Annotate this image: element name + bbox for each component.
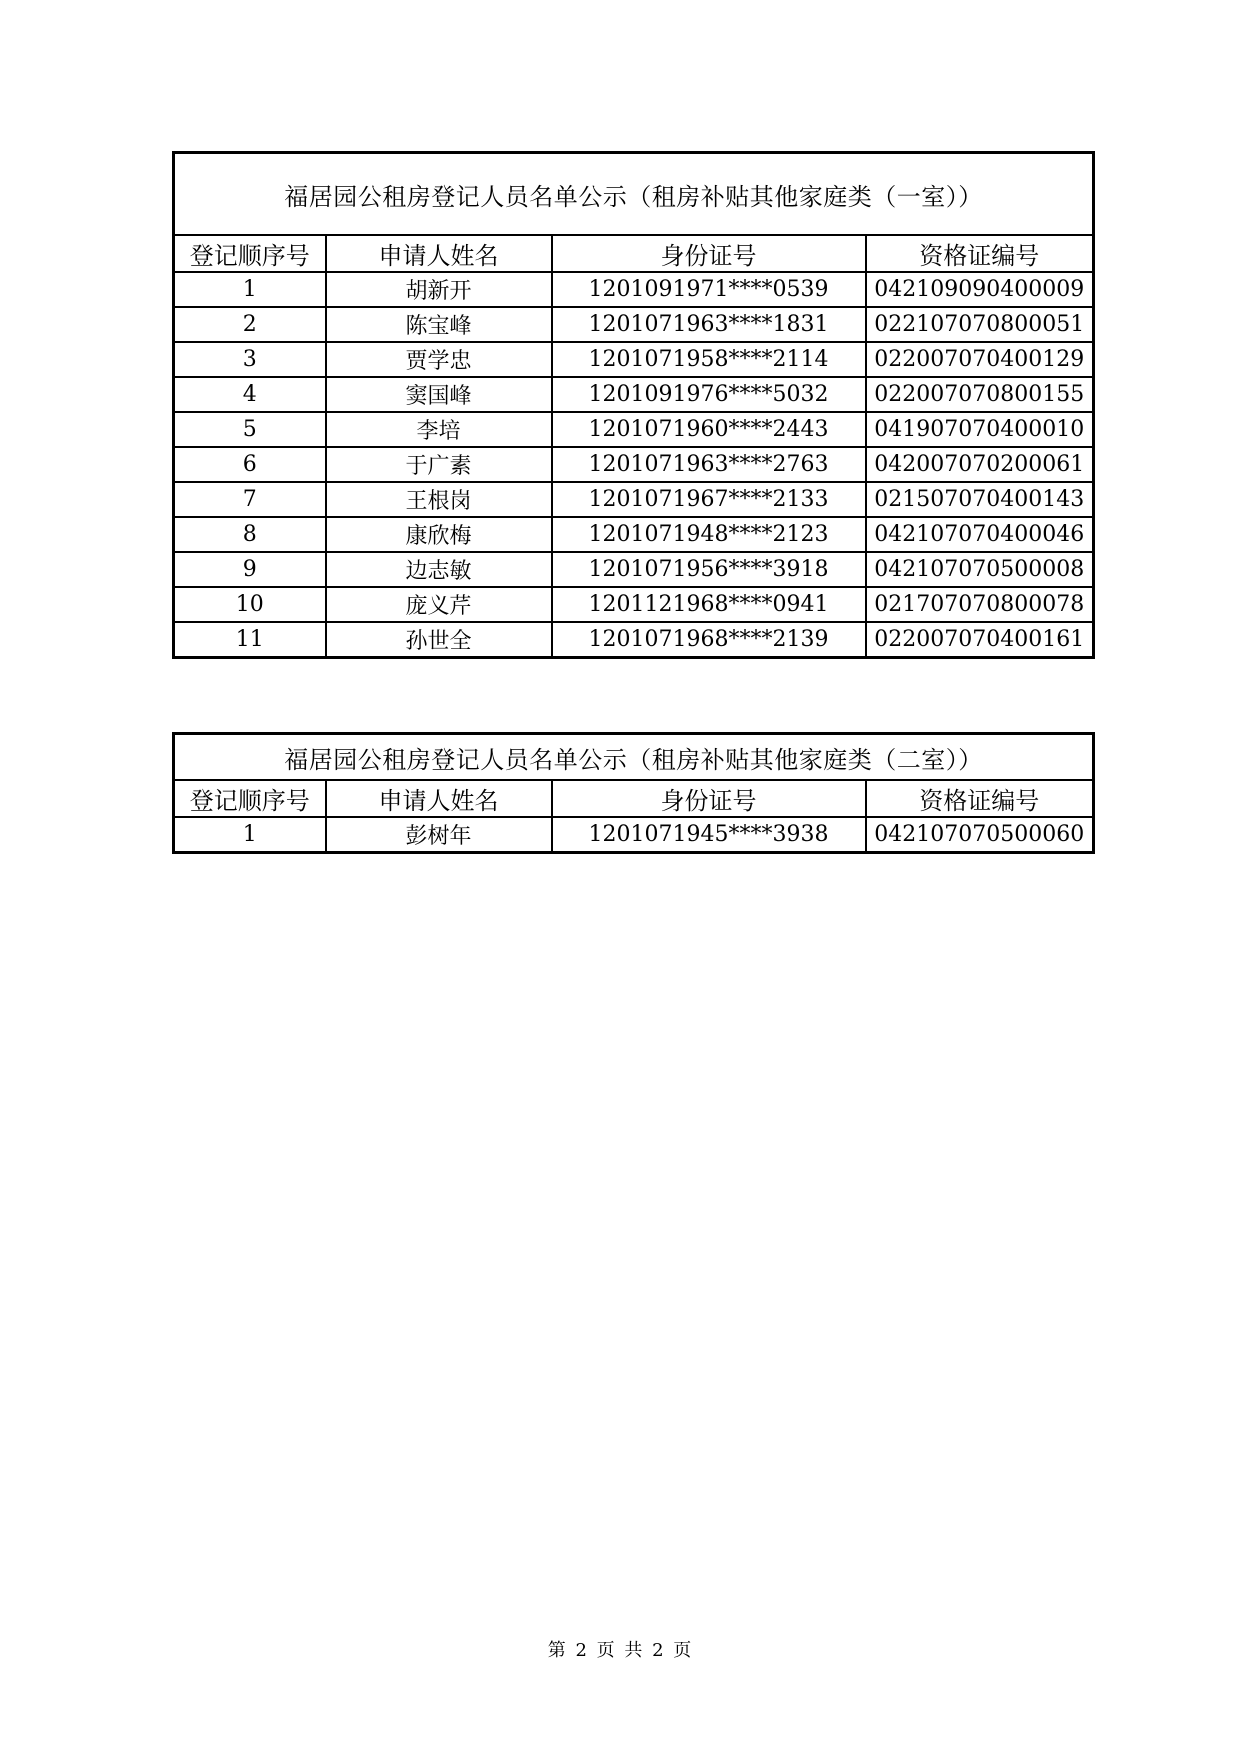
cell-sequence-number: 4 <box>174 377 326 412</box>
table-title-row <box>174 734 1094 781</box>
cell-id-number: 1201071967****2133 <box>552 482 866 517</box>
header-id-number: 身份证号 <box>552 780 866 817</box>
cell-id-number: 1201071956****3918 <box>552 552 866 587</box>
cell-certificate-number: 022107070800051 <box>866 307 1094 342</box>
cell-certificate-number: 022007070400161 <box>866 622 1094 658</box>
cell-sequence-number: 11 <box>174 622 326 658</box>
table-row <box>174 587 1094 622</box>
header-sequence-number: 登记顺序号 <box>174 780 326 817</box>
cell-id-number: 1201071948****2123 <box>552 517 866 552</box>
cell-id-number: 1201121968****0941 <box>552 587 866 622</box>
table-row <box>174 272 1094 307</box>
table-title: 福居园公租房登记人员名单公示（租房补贴其他家庭类（一室）） <box>174 153 1094 236</box>
table-body <box>174 272 1094 658</box>
table-header-row <box>174 780 1094 817</box>
cell-id-number: 1201071958****2114 <box>552 342 866 377</box>
cell-sequence-number: 9 <box>174 552 326 587</box>
table-row <box>174 447 1094 482</box>
cell-id-number: 1201071945****3938 <box>552 817 866 853</box>
cell-applicant-name: 庞义芹 <box>326 587 552 622</box>
cell-certificate-number: 042107070500060 <box>866 817 1094 853</box>
cell-sequence-number: 8 <box>174 517 326 552</box>
roster-table-one-room <box>172 151 1095 659</box>
cell-applicant-name: 于广素 <box>326 447 552 482</box>
cell-sequence-number: 1 <box>174 817 326 853</box>
table-body <box>174 817 1094 853</box>
cell-sequence-number: 2 <box>174 307 326 342</box>
cell-applicant-name: 彭树年 <box>326 817 552 853</box>
cell-certificate-number: 021707070800078 <box>866 587 1094 622</box>
cell-applicant-name: 王根岗 <box>326 482 552 517</box>
cell-applicant-name: 窦国峰 <box>326 377 552 412</box>
cell-applicant-name: 李培 <box>326 412 552 447</box>
cell-certificate-number: 041907070400010 <box>866 412 1094 447</box>
page-indicator: 第 2 页 共 2 页 <box>547 1640 694 1661</box>
table-row <box>174 482 1094 517</box>
header-applicant-name: 申请人姓名 <box>326 780 552 817</box>
cell-id-number: 1201071963****2763 <box>552 447 866 482</box>
cell-sequence-number: 7 <box>174 482 326 517</box>
cell-applicant-name: 边志敏 <box>326 552 552 587</box>
cell-certificate-number: 042109090400009 <box>866 272 1094 307</box>
table-row <box>174 342 1094 377</box>
roster-table-two-room <box>172 732 1095 854</box>
cell-sequence-number: 3 <box>174 342 326 377</box>
table-row <box>174 552 1094 587</box>
table-row <box>174 817 1094 853</box>
cell-applicant-name: 康欣梅 <box>326 517 552 552</box>
table-row <box>174 412 1094 447</box>
cell-id-number: 1201071968****2139 <box>552 622 866 658</box>
cell-id-number: 1201091976****5032 <box>552 377 866 412</box>
cell-certificate-number: 022007070400129 <box>866 342 1094 377</box>
cell-id-number: 1201071963****1831 <box>552 307 866 342</box>
cell-sequence-number: 1 <box>174 272 326 307</box>
cell-applicant-name: 贾学忠 <box>326 342 552 377</box>
cell-certificate-number: 042107070500008 <box>866 552 1094 587</box>
table-header-row <box>174 235 1094 272</box>
table-title: 福居园公租房登记人员名单公示（租房补贴其他家庭类（二室）） <box>174 734 1094 781</box>
cell-certificate-number: 042107070400046 <box>866 517 1094 552</box>
cell-certificate-number: 021507070400143 <box>866 482 1094 517</box>
table-row <box>174 517 1094 552</box>
header-sequence-number: 登记顺序号 <box>174 235 326 272</box>
cell-id-number: 1201091971****0539 <box>552 272 866 307</box>
cell-id-number: 1201071960****2443 <box>552 412 866 447</box>
cell-sequence-number: 10 <box>174 587 326 622</box>
table-row <box>174 377 1094 412</box>
header-id-number: 身份证号 <box>552 235 866 272</box>
cell-certificate-number: 022007070800155 <box>866 377 1094 412</box>
cell-applicant-name: 孙世全 <box>326 622 552 658</box>
table-row <box>174 622 1094 658</box>
cell-sequence-number: 5 <box>174 412 326 447</box>
header-certificate-number: 资格证编号 <box>866 235 1094 272</box>
table-title-row <box>174 153 1094 236</box>
cell-applicant-name: 胡新开 <box>326 272 552 307</box>
cell-certificate-number: 042007070200061 <box>866 447 1094 482</box>
header-certificate-number: 资格证编号 <box>866 780 1094 817</box>
header-applicant-name: 申请人姓名 <box>326 235 552 272</box>
cell-sequence-number: 6 <box>174 447 326 482</box>
cell-applicant-name: 陈宝峰 <box>326 307 552 342</box>
table-row <box>174 307 1094 342</box>
